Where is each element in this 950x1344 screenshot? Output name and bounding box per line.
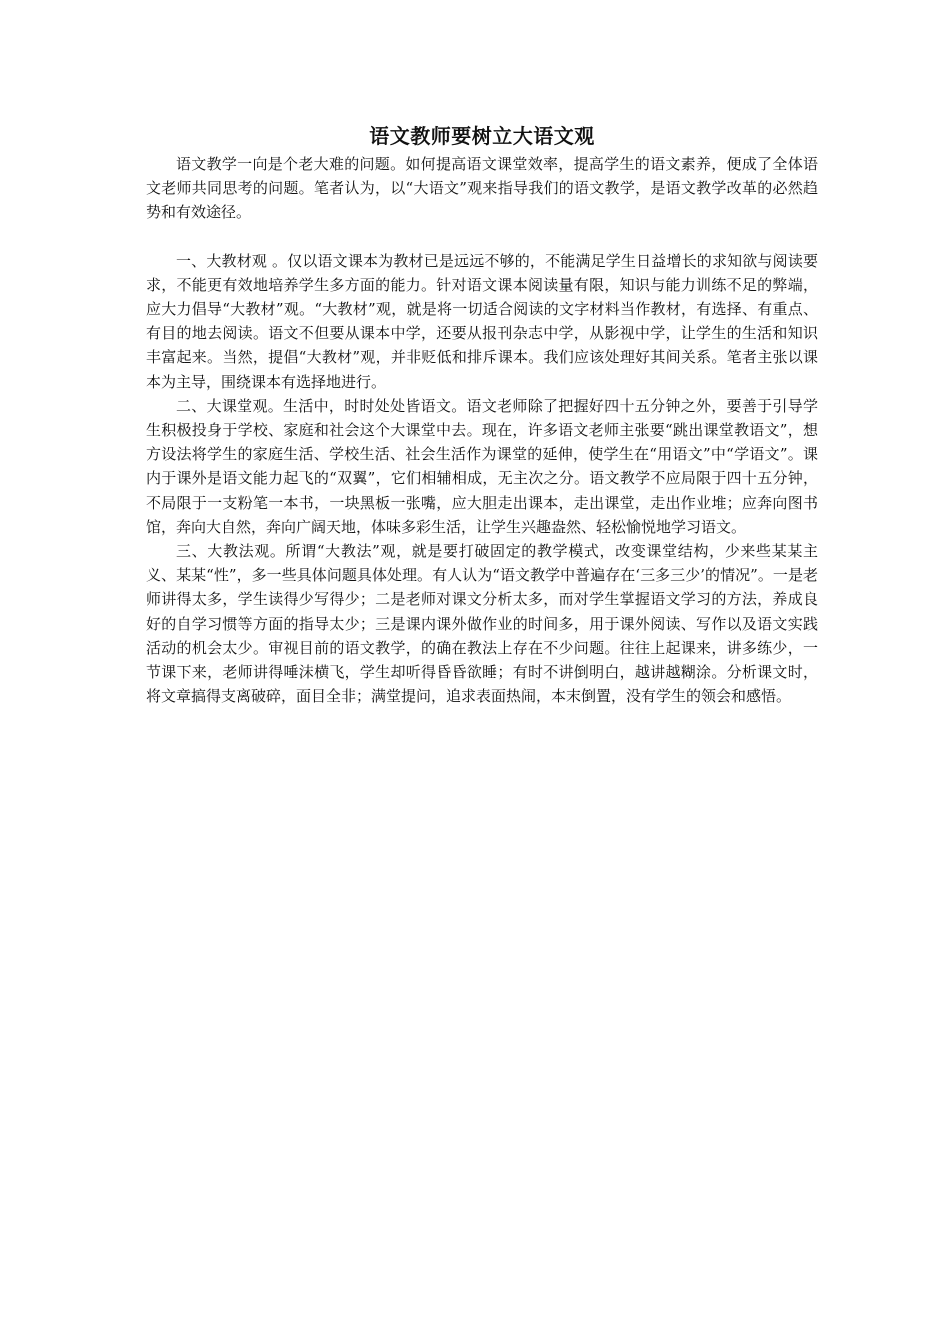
paragraph-gap: [146, 225, 818, 249]
intro-paragraph: 语文教学一向是个老大难的问题。如何提高语文课堂效率，提高学生的语文素养，便成了全体语文老师共同思考的问题。笔者认为，以“大语文”观来指导我们的语文教学，是语文教学改革的必然趋势和有效途径。: [146, 155, 818, 222]
section-big-teaching-method: 三、大教法观。所谓“大教法”观，就是要打破固定的教学模式，改变课堂结构，少来些某某主义、某某“性”，多一些具体问题具体处理。有人认为“语文教学中普遍存在‘三多三少’的情况”。一是老师讲得太多，学生读得少写得少；二是老师对课文分析太多，而对学生掌握语文学习的方法，养成良好的自学习惯等方面的指导太少；三是课内课外做作业的时间多，用于课外阅读、写作以及语文实践活动的机会太少。审视目前的语文教学，的确在教法上存在不少问题。往往上起课来，讲多练少，一节课下来，老师讲得唾沫横飞，学生却听得昏昏欲睡；有时不讲倒明白，越讲越糊涂。分析课文时，将文章搞得支离破碎，面目全非；满堂提问，追求表面热闹，本末倒置，没有学生的领会和感悟。: [146, 542, 818, 706]
document-title: 语文教师要树立大语文观: [369, 124, 595, 148]
section-big-classroom: 二、大课堂观。生活中，时时处处皆语文。语文老师除了把握好四十五分钟之外，要善于引导学生积极投身于学校、家庭和社会这个大课堂中去。现在，许多语文老师主张要“跳出课堂教语文”，想方设法将学生的家庭生活、学校生活、社会生活作为课堂的延伸，使学生在“用语文”中“学语文”。课内于课外是语文能力起飞的“双翼”，它们相辅相成，无主次之分。语文教学不应局限于四十五分钟，不局限于一支粉笔一本书，一块黑板一张嘴，应大胆走出课本，走出课堂，走出作业堆；应奔向图书馆，奔向大自然，奔向广阔天地，体味多彩生活，让学生兴趣盎然、轻松愉悦地学习语文。: [146, 396, 818, 536]
section-big-textbook: 一、大教材观 。仅以语文课本为教材已是远远不够的，不能满足学生日益增长的求知欲与阅读要求，不能更有效地培养学生多方面的能力。针对语文课本阅读量有限，知识与能力训练不足的弊端，应大力倡导“大教材”观。“大教材”观，就是将一切适合阅读的文字材料当作教材，有选择、有重点、有目的地去阅读。语文不但要从课本中学，还要从报刊杂志中学，从影视中学，让学生的生活和知识丰富起来。当然，提倡“大教材”观，并非贬低和排斥课本。我们应该处理好其间关系。笔者主张以课本为主导，围绕课本有选择地进行。: [146, 251, 818, 391]
document-body: [146, 122, 818, 708]
